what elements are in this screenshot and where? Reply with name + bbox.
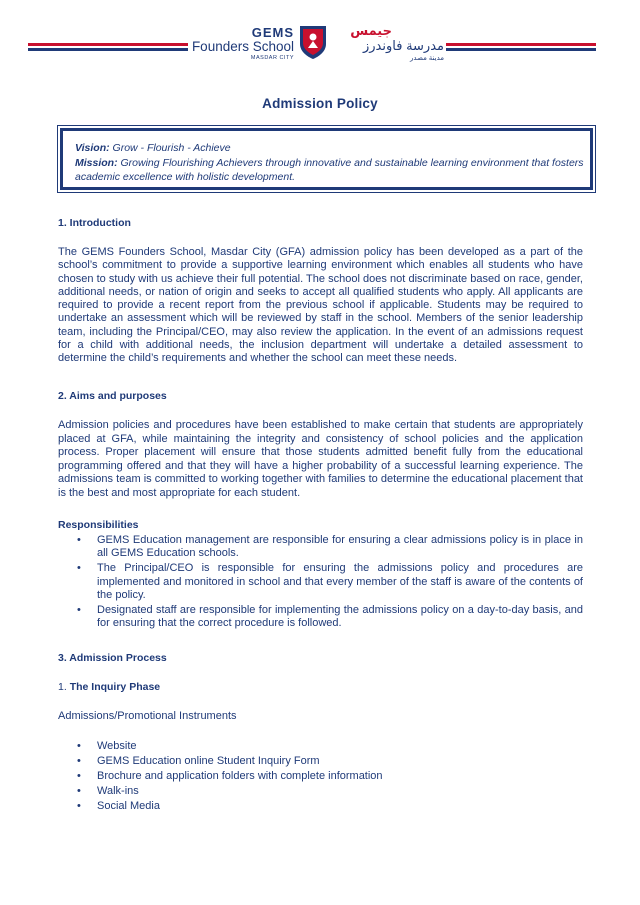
process-heading: 3. Admission Process: [58, 652, 167, 664]
logo-ar-gems-text: جيمس: [350, 23, 392, 38]
logo-arabic: [332, 24, 444, 63]
intro-paragraph: The GEMS Founders School, Masdar City (GFA) admission policy has been developed as a part of the school’s commitment to provide a supportive learning environment which enables all students who have chosen to study with us achieve their full potential. The school does not discriminate based on race, gender, additional needs, or nation of origin and seeks to accept all qualified students who apply. All applicants are required to provide a recent report from the previous school if applicable. Students may be required to undertake an assessment which will be reviewed by staff in the school. Members of the senior leadership team, including the Principal/CEO, may also review the application. In the event of an admissions request for a child with additional needs, the inclusion department will undertake a detailed assessment to determine the child’s requirements and whether the school can meet these needs.: [58, 246, 583, 365]
bullet-icon: •: [77, 534, 81, 546]
list-item: • Walk-ins: [77, 785, 139, 797]
responsibilities-heading: Responsibilities: [58, 519, 139, 531]
bullet-icon: •: [77, 562, 81, 575]
bullet-icon: •: [77, 604, 81, 617]
logo-gems-text: GEMS: [251, 25, 294, 40]
inquiry-phase-number: 1.: [58, 681, 70, 693]
list-item: • The Principal/CEO is responsible for ensuring the admissions policy and procedures are implemented and monitored in school and that every member of the staff is aware of the contents of the policy.: [77, 562, 583, 601]
bullet-icon: •: [77, 740, 81, 752]
bullet-icon: •: [77, 800, 81, 812]
intro-heading: 1. Introduction: [58, 217, 131, 229]
list-item: • GEMS Education online Student Inquiry Form: [77, 755, 320, 767]
mission-text: Growing Flourishing Achievers through innovative and sustainable learning environment that fosters academic excellence with holistic development.: [75, 156, 584, 183]
header-stripe-right: [446, 43, 596, 53]
inquiry-phase-title: The Inquiry Phase: [69, 681, 161, 693]
vision-mission-box: [60, 128, 593, 190]
logo-ar-city-text: مدينة مصدر: [409, 55, 444, 62]
vision-text: Grow - Flourish - Achieve: [109, 142, 231, 154]
vision-line: [75, 141, 590, 156]
aims-heading: 2. Aims and purposes: [58, 390, 167, 402]
inquiry-phase-heading: [58, 681, 583, 694]
header: [0, 22, 640, 72]
bullet-icon: •: [77, 770, 81, 782]
logo-city-text: MASDAR CITY: [250, 55, 294, 61]
aims-paragraph: Admission policies and procedures have been established to make certain that students are appropriately placed at GFA, while maintaining the integrity and consistency of school policies and the application process. Proper placement will ensure that those students admitted benefit fully from the educational programming offered and that they will have a higher probability of a successful learning experience. The admissions team is committed to working together with families to determine the educational placement that is the best and most appropriate for each student.: [58, 419, 583, 499]
logo-english: [190, 26, 294, 62]
instruments-list: [58, 739, 583, 814]
responsibilities-list: [58, 534, 583, 630]
instruments-label: Admissions/Promotional Instruments: [58, 710, 237, 722]
vision-label: Vision:: [75, 142, 110, 154]
list-item: • Brochure and application folders with complete information: [77, 770, 383, 782]
school-crest-icon: [298, 24, 328, 60]
logo-ar-school-text: مدرسة فاوندرز: [363, 38, 444, 53]
bullet-icon: •: [77, 785, 81, 797]
mission-label: Mission:: [75, 156, 118, 169]
bullet-icon: •: [77, 755, 81, 767]
mission-line: [75, 156, 590, 185]
list-item: • Website: [77, 740, 137, 752]
page-title: Admission Policy: [262, 96, 378, 111]
list-item: • Social Media: [77, 800, 160, 812]
list-item: • Designated staff are responsible for implementing the admissions policy on a day-to-day basis, and for ensuring that the correct procedure is followed.: [77, 604, 583, 630]
list-item: • GEMS Education management are responsible for ensuring a clear admissions policy is in place in all GEMS Education schools.: [77, 534, 583, 560]
logo-school-text: Founders School: [191, 39, 294, 54]
header-stripe-left: [28, 43, 188, 53]
